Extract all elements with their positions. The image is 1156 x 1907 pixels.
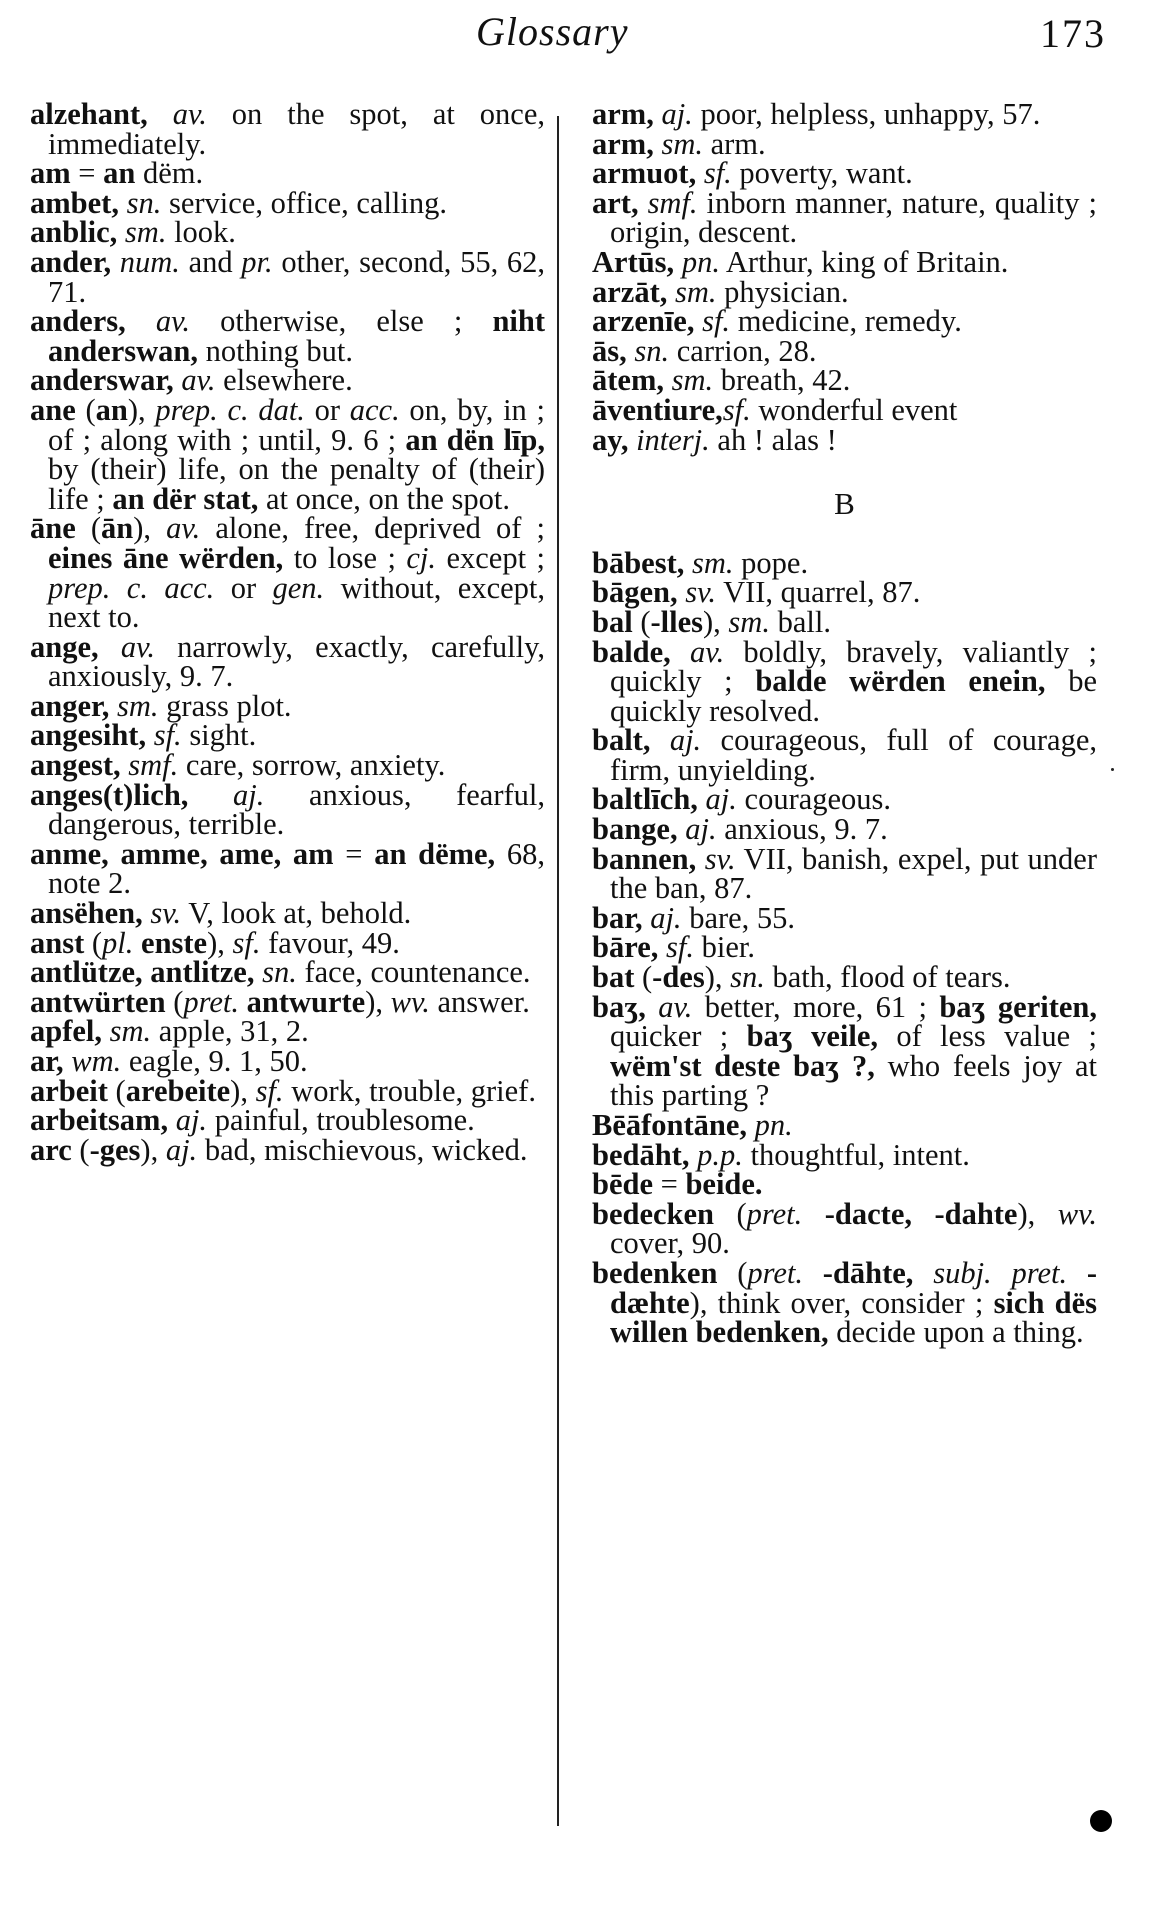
definition-text: better, more, 61 ; — [692, 989, 940, 1024]
grammar-label: prep. c. dat. — [155, 392, 305, 427]
grammar-label: aj. — [661, 97, 693, 131]
headword: arbeit — [30, 1073, 108, 1108]
glossary-entry — [30, 1103, 545, 1138]
definition-text: ( — [107, 1073, 126, 1108]
definition-text: breath, 42. — [713, 363, 851, 398]
grammar-label: sm. — [109, 1014, 152, 1049]
headword: angesiht, — [30, 718, 147, 753]
grammar-label: sf. — [232, 925, 261, 960]
definition-text — [802, 1197, 824, 1231]
headword: arzāt, — [592, 274, 668, 309]
grammar-label: cj. — [406, 540, 437, 575]
grammar-label: wm. — [71, 1044, 122, 1078]
headword: anblic, — [30, 215, 118, 250]
definition-text — [111, 245, 120, 279]
glossary-entry — [592, 422, 1097, 457]
definition-text: VII, quarrel, 87. — [716, 575, 921, 610]
glossary-entry — [30, 1014, 545, 1049]
grammar-label: av. — [658, 989, 693, 1024]
grammar-label: av. — [181, 363, 216, 398]
glossary-entry — [592, 900, 1097, 935]
headword: antwürten — [30, 984, 166, 1019]
definition-text: other, second, 55, 62, 71. — [48, 244, 545, 309]
headword: ansëhen, — [30, 896, 143, 931]
grammar-label: pn. — [681, 244, 720, 279]
glossary-entry — [30, 718, 545, 753]
headword: Bēāfontāne, — [592, 1108, 748, 1142]
headword: bāgen, — [592, 575, 678, 610]
grammar-label: sm. — [692, 545, 734, 580]
glossary-entry — [592, 782, 1097, 817]
grammar-label: sm. — [674, 274, 717, 309]
headword: antwurte — [246, 984, 366, 1019]
headword: -dacte, -dahte — [824, 1196, 1018, 1231]
headword: Artūs, — [592, 244, 675, 279]
column-divider — [557, 116, 559, 1826]
definition-text: quicker ; — [610, 1019, 747, 1054]
grammar-label: acc. — [349, 392, 400, 427]
grammar-label: smf. — [647, 185, 698, 220]
headword: balde, — [592, 634, 671, 669]
definition-text: ( — [632, 604, 651, 639]
headword: bat — [592, 960, 635, 995]
glossary-entry — [30, 156, 545, 191]
definition-text: ), — [704, 960, 731, 995]
definition-text: otherwise, else ; — [190, 304, 493, 339]
definition-text: service, office, calling. — [161, 185, 447, 220]
headword: anger, — [30, 688, 110, 723]
headword: bedāht, — [592, 1137, 690, 1172]
headword: baʒ veile, — [746, 1019, 878, 1054]
headword: ān — [101, 511, 134, 546]
headword: am — [30, 156, 71, 191]
grammar-label: sv. — [150, 896, 182, 931]
definition-text: and — [179, 244, 242, 279]
glossary-entry — [30, 1073, 545, 1108]
definition-text: ), — [127, 392, 156, 427]
definition-text: ), — [207, 925, 233, 960]
headword: -lles — [650, 604, 703, 639]
grammar-label: av. — [166, 511, 201, 546]
grammar-label: subj. pret. — [933, 1255, 1068, 1290]
definition-text: inborn manner, nature, quality ; origin, descent. — [610, 185, 1097, 250]
definition-text: carrion, 28. — [669, 333, 817, 368]
definition-text: medicine, remedy. — [730, 304, 962, 339]
grammar-label: sm. — [671, 363, 714, 398]
headword: sich dës willen bedenken, — [610, 1285, 1097, 1350]
definition-text: decide upon a thing. — [828, 1315, 1084, 1350]
definition-text: sight. — [181, 718, 257, 753]
section-letter-heading: B — [834, 486, 855, 522]
definition-text: ah ! alas ! — [709, 422, 837, 457]
glossary-entry — [30, 955, 545, 990]
definition-text: physician. — [716, 274, 849, 309]
definition-text: = — [70, 156, 104, 191]
definition-text: cover, 90. — [610, 1226, 730, 1261]
definition-text: face, countenance. — [296, 955, 531, 990]
headword: an dëme, — [374, 836, 496, 871]
definition-text: except ; — [436, 540, 545, 575]
grammar-label: sn. — [634, 333, 670, 368]
grammar-label: aj. — [650, 900, 682, 935]
headword: bal — [592, 604, 633, 639]
headword: armuot, — [592, 156, 697, 191]
glossary-entry — [30, 363, 545, 398]
definition-text: bier. — [693, 930, 755, 965]
definition-text — [628, 423, 636, 457]
definition-text: who feels joy at this parting ? — [610, 1048, 1098, 1113]
glossary-entry — [592, 274, 1097, 309]
definition-text: boldly, bravely, valiantly ; quickly ; — [610, 634, 1098, 699]
glossary-entry — [592, 1137, 1097, 1172]
headword: arebeite — [125, 1073, 231, 1108]
grammar-label: pn. — [754, 1108, 793, 1142]
glossary-entry — [592, 244, 1097, 279]
headword: bannen, — [592, 841, 697, 876]
definition-text: Arthur, king of Britain. — [719, 244, 1009, 279]
headword: ambet, — [30, 185, 119, 220]
definition-text: answer. — [429, 984, 530, 1019]
headword: baʒ geriten, — [939, 989, 1097, 1024]
glossary-entry — [30, 688, 545, 723]
headword: baʒ, — [592, 989, 646, 1024]
grammar-label: sf. — [153, 718, 182, 753]
definition-text: of less value ; — [878, 1019, 1097, 1054]
entries-b — [592, 545, 1098, 1350]
headword: beide. — [685, 1167, 763, 1202]
headword: bedenken — [592, 1255, 718, 1290]
definition-text: thoughtful, intent. — [742, 1137, 970, 1172]
definition-text: ), — [1017, 1196, 1058, 1231]
glossary-entry — [592, 156, 1097, 191]
definition-text: wonderful event — [750, 392, 958, 427]
glossary-entry — [30, 244, 545, 309]
glossary-entry — [30, 185, 545, 220]
definition-text: or — [304, 392, 350, 427]
definition-text: eagle, 9. 1, 50. — [121, 1044, 308, 1078]
glossary-entry — [592, 363, 1097, 398]
glossary-entry — [30, 925, 545, 960]
headword: ās, — [592, 333, 627, 368]
grammar-label: av. — [155, 304, 190, 339]
headword: ar, — [30, 1044, 64, 1078]
definition-text: ( — [634, 960, 653, 995]
grammar-label: av. — [120, 629, 155, 664]
glossary-column-left — [30, 97, 546, 1167]
glossary-entry — [592, 392, 1097, 427]
definition-text: ( — [84, 925, 103, 960]
glossary-entry — [592, 1108, 1097, 1142]
definition-text: ( — [75, 511, 101, 546]
glossary-entry — [592, 1255, 1098, 1350]
headword: balt, — [592, 723, 651, 758]
glossary-entry — [592, 604, 1097, 639]
headword: an dër stat, — [112, 481, 259, 516]
definition-text: ), think over, consider ; — [689, 1285, 994, 1320]
headword: ane — [30, 392, 76, 427]
headword: arm, — [592, 126, 654, 161]
definition-text: grass plot. — [158, 688, 292, 723]
headword: an — [103, 156, 136, 191]
headword: ange, — [30, 629, 99, 664]
grammar-label: aj. — [233, 777, 265, 812]
definition-text: anxious, 9. 7. — [716, 812, 888, 847]
grammar-label: sf. — [666, 930, 694, 965]
headword: -dæhte — [610, 1255, 1098, 1320]
grammar-label: interj. — [636, 422, 710, 457]
definition-text: ), — [703, 604, 729, 639]
headword: ander, — [30, 244, 112, 279]
headword: anges(t)lich, — [30, 777, 189, 812]
definition-text: ), — [133, 511, 167, 546]
grammar-label: sm. — [661, 126, 703, 161]
definition-text: bare, 55. — [681, 900, 796, 935]
headword: -des — [652, 960, 705, 995]
grammar-label: pret. — [746, 1196, 803, 1231]
grammar-label: sf. — [702, 304, 731, 339]
glossary-entry — [592, 333, 1097, 368]
glossary-entry — [30, 748, 545, 783]
grammar-label: aj. — [175, 1103, 208, 1138]
grammar-label: num. — [119, 244, 180, 279]
glossary-entry — [30, 629, 545, 694]
definition-text: ( — [717, 1255, 748, 1290]
definition-text: courageous, full of courage, firm, unyielding. — [610, 723, 1098, 787]
glossary-entry — [592, 989, 1098, 1113]
grammar-label: sv. — [704, 841, 736, 876]
grammar-label: aj. — [669, 723, 702, 758]
definition-text: poverty, want. — [731, 156, 913, 191]
headword: arc — [30, 1132, 72, 1167]
glossary-entry — [592, 841, 1097, 906]
glossary-entry — [30, 836, 546, 901]
grammar-label: aj. — [705, 782, 737, 817]
definition-text: ), — [140, 1132, 166, 1167]
definition-text: on, by, in ; of ; along with ; until, 9. 6 ; — [48, 392, 545, 457]
headword: bābest, — [592, 545, 685, 580]
definition-text: ( — [75, 392, 96, 427]
glossary-entry — [30, 304, 546, 368]
definition-text: nothing but. — [197, 333, 354, 368]
glossary-entry — [592, 1196, 1097, 1261]
glossary-entry — [592, 545, 1097, 580]
entries-a — [592, 97, 1097, 457]
headword: -dāhte, — [822, 1255, 914, 1290]
grammar-label: pl. — [102, 925, 134, 960]
glossary-entry — [30, 984, 545, 1019]
grammar-label: sv. — [685, 575, 716, 610]
grammar-label: smf. — [128, 748, 179, 783]
definition-text: favour, 49. — [260, 925, 400, 960]
definition-text: painful, troublesome. — [207, 1103, 475, 1138]
grammar-label: sn. — [262, 955, 297, 990]
glossary-entry — [592, 185, 1097, 250]
grammar-label: wv. — [390, 984, 430, 1019]
ink-dot-mark — [1090, 1810, 1112, 1832]
definition-text: arm. — [702, 126, 766, 161]
definition-text: bath, flood of tears. — [764, 960, 1011, 995]
grammar-label: sm. — [117, 688, 159, 723]
grammar-label: gen. — [272, 570, 325, 605]
headword: niht anderswan, — [48, 304, 546, 368]
headword: an — [95, 392, 128, 427]
glossary-entry — [30, 392, 545, 516]
headword: arbeitsam, — [30, 1103, 169, 1138]
grammar-label: sn. — [730, 960, 765, 995]
grammar-label: sf. — [722, 392, 751, 427]
headword: an dën līp, — [405, 422, 545, 457]
definition-text: narrowly, exactly, carefully, anxiously, 9. 7. — [48, 629, 545, 694]
glossary-entry — [592, 723, 1098, 787]
glossary-entry — [30, 777, 545, 842]
definition-text: ), — [230, 1073, 256, 1108]
grammar-label: sm. — [728, 604, 770, 639]
grammar-label: p.p. — [697, 1137, 743, 1172]
page-number: 173 — [1040, 11, 1106, 56]
headword: bedecken — [592, 1196, 714, 1231]
definition-text: ( — [714, 1196, 747, 1231]
headword: bange, — [592, 812, 678, 847]
headword: ātem, — [592, 363, 664, 398]
definition-text: by (their) life, on the penalty of (their) life ; — [48, 452, 545, 516]
definition-text: courageous. — [736, 782, 892, 817]
headword: bar, — [592, 900, 643, 935]
definition-text: at once, on the spot. — [258, 481, 510, 516]
glossary-entry — [30, 511, 545, 635]
grammar-label: sm. — [124, 215, 167, 250]
definition-text: or — [214, 570, 273, 605]
glossary-entry — [30, 1044, 545, 1078]
grammar-label: av. — [172, 97, 207, 131]
definition-text: poor, helpless, unhappy, 57. — [692, 97, 1041, 131]
definition-text: VII, banish, expel, put under the ban, 87. — [610, 841, 1097, 906]
definition-text: look. — [166, 215, 236, 250]
definition-text: without, except, next to. — [48, 570, 545, 635]
definition-text: V, look at, behold. — [181, 896, 412, 931]
glossary-entry — [30, 896, 545, 931]
glossary-entry — [592, 304, 1097, 339]
grammar-label: pret. — [183, 984, 239, 1019]
headword: anderswar, — [30, 363, 174, 398]
headword: art, — [592, 185, 639, 220]
definition-text: care, sorrow, anxiety. — [178, 748, 446, 783]
glossary-entry — [592, 960, 1097, 995]
glossary-entry — [592, 97, 1097, 131]
definition-text: ( — [165, 984, 184, 1019]
headword: antlützе, antlitze, — [30, 955, 255, 990]
glossary-entry — [592, 126, 1097, 161]
headword: āne — [30, 511, 76, 546]
glossary-column-right — [592, 97, 1098, 1350]
headword: wëm'st deste baʒ ?, — [610, 1048, 875, 1083]
grammar-label: sf. — [255, 1073, 284, 1108]
glossary-entry — [592, 634, 1098, 728]
running-title: Glossary — [476, 9, 629, 54]
print-speck — [1111, 768, 1114, 771]
definition-text: be quickly resolved. — [610, 664, 1097, 728]
definition-text: anxious, fearful, dangerous, terrible. — [48, 777, 545, 842]
definition-text: apple, 31, 2. — [151, 1014, 309, 1049]
glossary-entry — [30, 215, 545, 250]
headword: anders, — [30, 304, 126, 339]
definition-text: dëm. — [135, 156, 204, 191]
headword: arzenīe, — [592, 304, 695, 339]
definition-text: = — [333, 836, 375, 871]
headword: bēde — [592, 1167, 653, 1202]
grammar-label: av. — [690, 634, 725, 669]
headword: -ges — [89, 1132, 141, 1167]
headword: eines āne wërden, — [48, 540, 284, 575]
grammar-label: prep. c. acc. — [48, 570, 215, 605]
glossary-entry — [30, 97, 545, 161]
definition-text: = — [653, 1167, 686, 1202]
glossary-entry — [30, 1132, 545, 1167]
grammar-label: aj. — [685, 812, 717, 847]
definition-text: to lose ; — [283, 540, 407, 575]
definition-text: 68, note 2. — [48, 836, 546, 901]
headword: arm, — [592, 97, 654, 131]
headword: angest, — [30, 748, 121, 783]
definition-text: bad, mischievous, wicked. — [197, 1132, 528, 1167]
headword: balde wërden enein, — [755, 664, 1046, 699]
definition-text: ), — [365, 984, 391, 1019]
definition-text: on the spot, at once, immediately. — [48, 97, 545, 161]
definition-text: work, trouble, grief. — [283, 1073, 536, 1108]
glossary-entry — [592, 930, 1097, 965]
grammar-label: aj. — [165, 1132, 198, 1167]
grammar-label: sf. — [703, 156, 732, 191]
headword: baltlīch, — [592, 782, 698, 817]
definition-text: elsewhere. — [215, 363, 353, 398]
headword: āventiure, — [592, 392, 723, 427]
headword: anme, amme, ame, am — [30, 836, 334, 871]
glossary-entry — [592, 1167, 1097, 1202]
definition-text: ( — [71, 1132, 90, 1167]
headword: ay, — [592, 422, 629, 457]
definition-text: pope. — [733, 545, 809, 580]
glossary-entry — [592, 575, 1097, 610]
headword: bāre, — [592, 930, 659, 965]
grammar-label: wv. — [1057, 1196, 1097, 1231]
grammar-label: pret. — [747, 1255, 803, 1290]
headword: anst — [30, 925, 85, 960]
headword: alzehant, — [30, 97, 148, 131]
headword: apfel, — [30, 1014, 103, 1049]
glossary-entry — [592, 812, 1097, 847]
page-header — [0, 8, 1156, 68]
grammar-label: sn. — [126, 185, 162, 220]
definition-text: alone, free, deprived of ; — [200, 511, 545, 546]
definition-text: ball. — [769, 604, 831, 639]
grammar-label: pr. — [241, 244, 273, 279]
headword: enste — [141, 925, 208, 960]
